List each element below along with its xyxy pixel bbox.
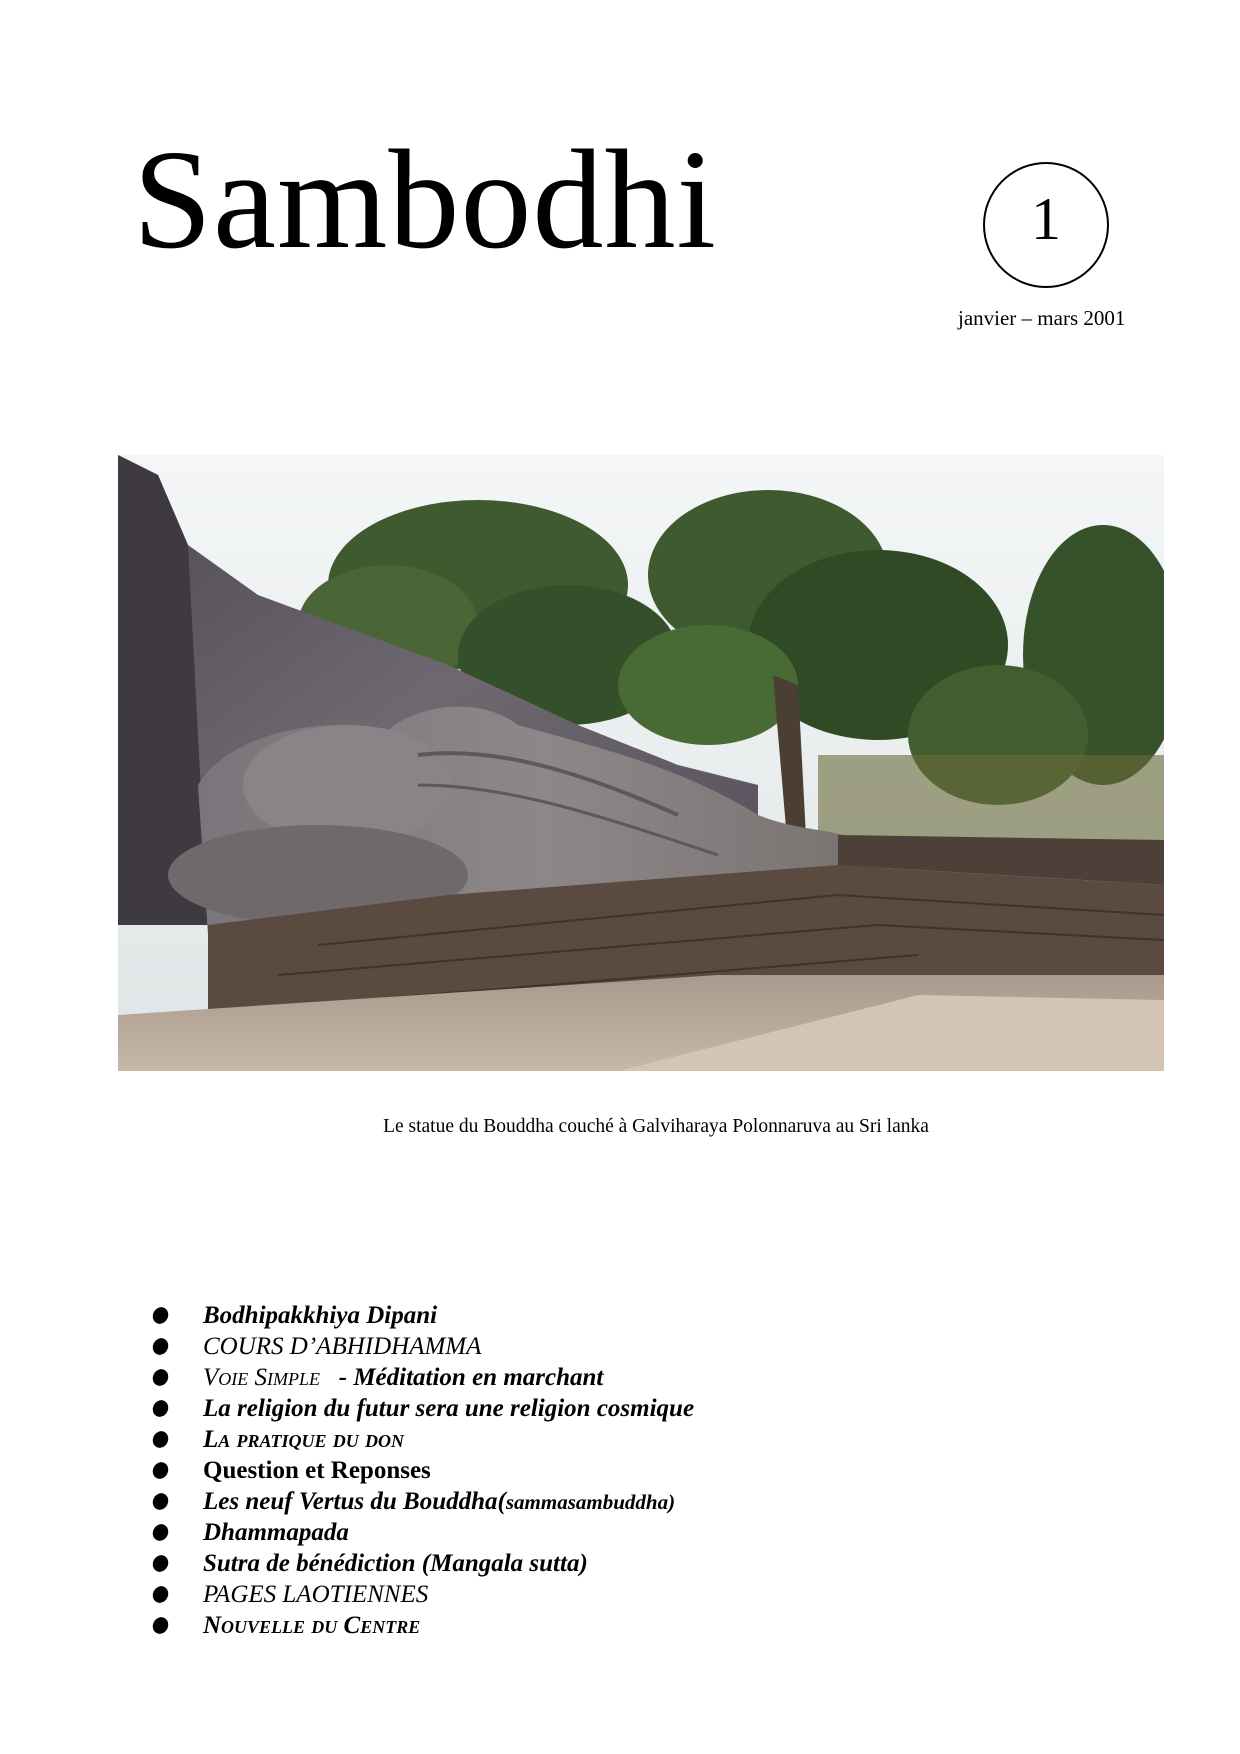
bullet-icon xyxy=(150,1428,171,1450)
photo-caption: Le statue du Bouddha couché à Galviharaya Polonnaruva au Sri lanka xyxy=(383,1116,929,1137)
issue-date: janvier – mars 2001 xyxy=(958,306,1126,330)
bullet-icon xyxy=(150,1583,171,1605)
bullet-icon xyxy=(150,1304,171,1326)
bullet-icon xyxy=(150,1521,171,1543)
toc-item: COURS D’ABHIDHAMMA xyxy=(150,1331,694,1362)
toc-item: La pratique du don xyxy=(150,1424,694,1455)
toc-item: Bodhipakkhiya Dipani xyxy=(150,1300,694,1331)
bullet-icon xyxy=(150,1490,171,1512)
toc-item: Voie Simple - Méditation en marchant xyxy=(150,1362,694,1393)
issue-number-badge xyxy=(983,162,1109,288)
toc-item: La religion du futur sera une religion cosmique xyxy=(150,1393,694,1424)
bullet-icon xyxy=(150,1459,171,1481)
bullet-icon xyxy=(150,1397,171,1419)
bullet-icon xyxy=(150,1614,171,1636)
toc-item: Sutra de bénédiction (Mangala sutta) xyxy=(150,1548,694,1579)
issue-number: 1 xyxy=(1031,186,1061,252)
bullet-icon xyxy=(150,1552,171,1574)
toc-item: Nouvelle du Centre xyxy=(150,1610,694,1641)
reclining-buddha-photo xyxy=(118,455,1164,1071)
toc-item: Les neuf Vertus du Bouddha(sammasambuddha) xyxy=(150,1486,694,1517)
table-of-contents xyxy=(150,1300,694,1641)
cover-photo xyxy=(118,455,1164,1071)
toc-item: PAGES LAOTIENNES xyxy=(150,1579,694,1610)
toc-item: Question et Reponses xyxy=(150,1455,694,1486)
bullet-icon xyxy=(150,1366,171,1388)
magazine-title: Sambodhi xyxy=(133,120,717,278)
toc-item: Dhammapada xyxy=(150,1517,694,1548)
bullet-icon xyxy=(150,1335,171,1357)
